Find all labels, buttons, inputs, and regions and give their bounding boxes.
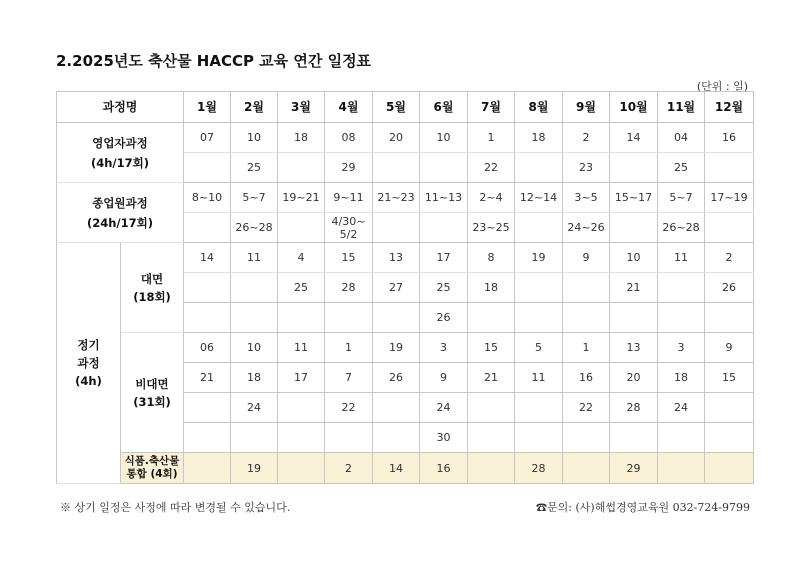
regular-course-label-line-1: 정기 (77, 338, 100, 352)
date-cell (184, 273, 231, 303)
date-cell: 10 (231, 123, 278, 153)
date-cell: 22 (563, 393, 610, 423)
date-cell: 16 (420, 453, 468, 484)
header-month: 8월 (515, 92, 563, 123)
date-cell: 25 (658, 153, 705, 183)
date-cell: 1 (468, 123, 515, 153)
date-cell (610, 213, 658, 243)
date-cell: 28 (610, 393, 658, 423)
date-cell (515, 153, 563, 183)
date-cell (658, 273, 705, 303)
date-cell: 22 (325, 393, 373, 423)
date-cell: 26~28 (231, 213, 278, 243)
date-cell (705, 153, 754, 183)
employee-row-1 (57, 183, 754, 213)
date-cell (420, 153, 468, 183)
date-cell (705, 423, 754, 453)
date-cell: 9~11 (325, 183, 373, 213)
date-cell: 11 (231, 243, 278, 273)
date-cell (325, 303, 373, 333)
date-cell (231, 273, 278, 303)
date-cell: 16 (705, 123, 754, 153)
date-cell: 4 (278, 243, 325, 273)
date-cell: 21~23 (373, 183, 420, 213)
header-month: 2월 (231, 92, 278, 123)
date-cell (184, 393, 231, 423)
date-cell: 23~25 (468, 213, 515, 243)
schedule-table (56, 91, 754, 484)
employee-course-label-line-2: (24h/17회) (86, 215, 153, 230)
date-cell: 17 (278, 363, 325, 393)
date-cell (278, 213, 325, 243)
operator-course-label-line-2: (4h/17회) (90, 155, 149, 170)
date-cell (184, 213, 231, 243)
date-cell: 1 (563, 333, 610, 363)
header-month: 6월 (420, 92, 468, 123)
date-cell (468, 303, 515, 333)
date-cell: 25 (278, 273, 325, 303)
nonface-course-label-line-1: 비대면 (135, 376, 169, 391)
date-cell: 11 (515, 363, 563, 393)
date-cell: 15 (705, 363, 754, 393)
date-cell (231, 423, 278, 453)
date-cell: 7 (325, 363, 373, 393)
header-month: 12월 (705, 92, 754, 123)
date-cell: 25 (420, 273, 468, 303)
employee-course-label-line-1: 종업원과정 (92, 195, 148, 210)
date-cell (420, 213, 468, 243)
date-cell: 13 (373, 243, 420, 273)
nonface-course-label (121, 333, 184, 453)
date-cell (705, 453, 754, 484)
date-cell: 08 (325, 123, 373, 153)
date-cell (705, 303, 754, 333)
date-cell: 18 (468, 273, 515, 303)
date-cell (515, 393, 563, 423)
regular-course-label-line-2: 과정 (77, 356, 100, 370)
date-cell: 14 (184, 243, 231, 273)
date-cell: 26~28 (658, 213, 705, 243)
date-cell: 18 (515, 123, 563, 153)
date-cell (705, 213, 754, 243)
date-cell: 19~21 (278, 183, 325, 213)
date-cell: 21 (610, 273, 658, 303)
header-month: 7월 (468, 92, 515, 123)
date-cell (563, 273, 610, 303)
date-cell (705, 393, 754, 423)
footer-contact: ☎문의: (사)해썹경영교육원 032-724-9799 (536, 501, 750, 514)
header-row (57, 92, 754, 123)
unit-note: (단위 : 일) (696, 80, 748, 93)
date-cell: 07 (184, 123, 231, 153)
date-cell: 24 (231, 393, 278, 423)
date-cell: 2~4 (468, 183, 515, 213)
date-cell (231, 303, 278, 333)
date-cell: 10 (420, 123, 468, 153)
header-month: 9월 (563, 92, 610, 123)
date-cell (373, 213, 420, 243)
header-month: 4월 (325, 92, 373, 123)
date-cell (184, 153, 231, 183)
date-cell: 8~10 (184, 183, 231, 213)
date-cell (278, 423, 325, 453)
date-cell: 26 (420, 303, 468, 333)
date-cell: 20 (373, 123, 420, 153)
date-cell: 28 (325, 273, 373, 303)
footer-note: ※ 상기 일정은 사정에 따라 변경될 수 있습니다. (60, 501, 291, 514)
date-cell: 15 (468, 333, 515, 363)
face-course-label-line-2: (18회) (133, 289, 171, 304)
date-cell (515, 273, 563, 303)
date-cell (373, 393, 420, 423)
date-cell: 22 (468, 153, 515, 183)
page-title: 2.2025년도 축산물 HACCP 교육 연간 일정표 (56, 52, 372, 70)
header-month: 3월 (278, 92, 325, 123)
regular-course-label-line-3: (4h) (75, 374, 102, 388)
date-cell: 27 (373, 273, 420, 303)
date-cell (515, 213, 563, 243)
date-cell (610, 423, 658, 453)
date-cell: 29 (610, 453, 658, 484)
date-cell: 15 (325, 243, 373, 273)
date-cell (184, 423, 231, 453)
date-cell: 16 (563, 363, 610, 393)
date-cell: 11 (278, 333, 325, 363)
date-cell: 5 (515, 333, 563, 363)
date-cell: 18 (231, 363, 278, 393)
regular-course-label (57, 243, 121, 484)
nonface-course-label-line-2: (31회) (133, 394, 171, 409)
date-cell: 5~7 (658, 183, 705, 213)
header-month: 10월 (610, 92, 658, 123)
date-cell: 23 (563, 153, 610, 183)
date-cell: 9 (420, 363, 468, 393)
date-cell (373, 153, 420, 183)
date-cell (563, 303, 610, 333)
date-cell: 9 (563, 243, 610, 273)
date-cell: 10 (610, 243, 658, 273)
date-cell: 18 (658, 363, 705, 393)
date-cell: 13 (610, 333, 658, 363)
date-cell: 4/30~ 5/2 (325, 213, 373, 243)
date-cell: 3~5 (563, 183, 610, 213)
date-cell (610, 153, 658, 183)
date-cell (278, 393, 325, 423)
date-cell (373, 423, 420, 453)
date-cell: 12~14 (515, 183, 563, 213)
date-cell: 8 (468, 243, 515, 273)
date-cell (468, 453, 515, 484)
operator-course-label-line-1: 영업자과정 (92, 135, 148, 150)
face-course-label-line-1: 대면 (140, 271, 164, 286)
date-cell: 28 (515, 453, 563, 484)
header-month: 1월 (184, 92, 231, 123)
date-cell: 1 (325, 333, 373, 363)
date-cell: 21 (184, 363, 231, 393)
date-cell: 10 (231, 333, 278, 363)
date-cell: 24 (658, 393, 705, 423)
date-cell (325, 423, 373, 453)
date-cell (373, 303, 420, 333)
date-cell: 24~26 (563, 213, 610, 243)
date-cell: 25 (231, 153, 278, 183)
date-cell: 26 (705, 273, 754, 303)
date-cell: 06 (184, 333, 231, 363)
date-cell (278, 153, 325, 183)
date-cell (610, 303, 658, 333)
date-cell: 21 (468, 363, 515, 393)
date-cell (658, 453, 705, 484)
date-cell: 04 (658, 123, 705, 153)
date-cell: 17 (420, 243, 468, 273)
integrated-row (57, 453, 754, 484)
date-cell (278, 303, 325, 333)
date-cell: 11 (658, 243, 705, 273)
date-cell (184, 453, 231, 484)
date-cell: 26 (373, 363, 420, 393)
date-cell (563, 423, 610, 453)
date-cell: 18 (278, 123, 325, 153)
date-cell: 30 (420, 423, 468, 453)
date-cell: 19 (515, 243, 563, 273)
date-cell (563, 453, 610, 484)
date-cell (515, 303, 563, 333)
date-cell (468, 393, 515, 423)
date-cell: 17~19 (705, 183, 754, 213)
date-cell: 14 (373, 453, 420, 484)
date-cell: 3 (658, 333, 705, 363)
operator-row-1 (57, 123, 754, 153)
integrated-course-label: 식품.축산물 통합 (4회) (121, 453, 184, 484)
date-cell: 15~17 (610, 183, 658, 213)
date-cell: 5~7 (231, 183, 278, 213)
header-month: 11월 (658, 92, 705, 123)
face-course-label (121, 243, 184, 333)
employee-course-label (57, 183, 184, 243)
date-cell (278, 453, 325, 484)
date-cell: 20 (610, 363, 658, 393)
date-cell: 29 (325, 153, 373, 183)
date-cell (184, 303, 231, 333)
date-cell (658, 303, 705, 333)
date-cell: 24 (420, 393, 468, 423)
face-row-1 (57, 243, 754, 273)
date-cell (658, 423, 705, 453)
header-month: 5월 (373, 92, 420, 123)
date-cell: 2 (563, 123, 610, 153)
date-cell: 3 (420, 333, 468, 363)
header-course: 과정명 (57, 92, 184, 123)
date-cell: 14 (610, 123, 658, 153)
date-cell: 2 (705, 243, 754, 273)
date-cell: 19 (231, 453, 278, 484)
date-cell: 2 (325, 453, 373, 484)
date-cell: 19 (373, 333, 420, 363)
date-cell (515, 423, 563, 453)
date-cell: 11~13 (420, 183, 468, 213)
date-cell (468, 423, 515, 453)
date-cell: 9 (705, 333, 754, 363)
operator-course-label (57, 123, 184, 183)
nonface-row-1 (57, 333, 754, 363)
